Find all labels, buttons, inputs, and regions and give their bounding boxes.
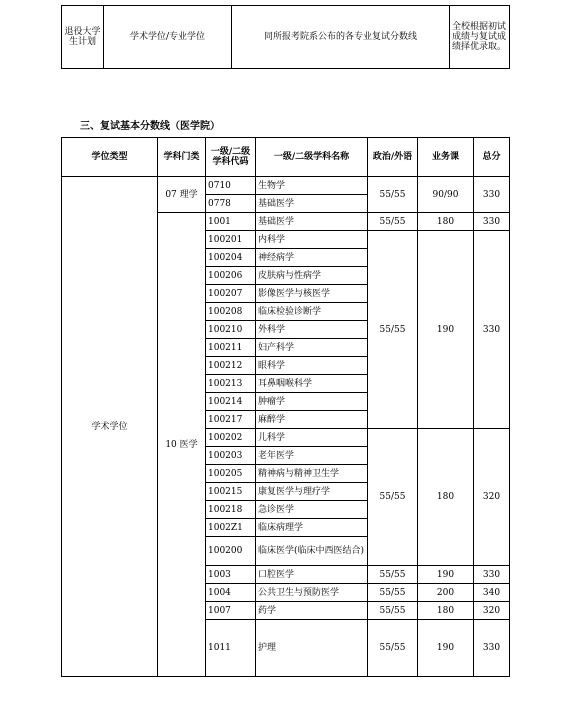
code-cell: 100202 bbox=[206, 429, 256, 447]
name-cell: 妇产科学 bbox=[256, 339, 368, 357]
politics-cell: 55/55 bbox=[368, 584, 418, 602]
politics-cell: 55/55 bbox=[368, 602, 418, 620]
code-cell: 100204 bbox=[206, 249, 256, 267]
name-cell: 康复医学与理疗学 bbox=[256, 483, 368, 501]
code-cell: 1004 bbox=[206, 584, 256, 602]
major-cell: 180 bbox=[418, 213, 474, 231]
major-cell: 190 bbox=[418, 620, 474, 677]
code-cell: 100208 bbox=[206, 303, 256, 321]
code-cell: 100207 bbox=[206, 285, 256, 303]
major-cell: 190 bbox=[418, 231, 474, 429]
header-row bbox=[62, 138, 510, 177]
table-row bbox=[62, 6, 510, 69]
politics-cell: 55/55 bbox=[368, 231, 418, 429]
retest-score-table bbox=[61, 137, 510, 677]
header-politics: 政治/外语 bbox=[368, 138, 418, 177]
code-cell: 1011 bbox=[206, 620, 256, 677]
total-cell: 330 bbox=[474, 620, 510, 677]
code-cell: 100217 bbox=[206, 411, 256, 429]
header-discipline: 学科门类 bbox=[158, 138, 206, 177]
header-degree-type: 学位类型 bbox=[62, 138, 158, 177]
code-cell: 100200 bbox=[206, 537, 256, 566]
code-cell: 100212 bbox=[206, 357, 256, 375]
name-cell: 口腔医学 bbox=[256, 566, 368, 584]
plan-rule-cell: 同所报考院系公布的各专业复试分数线 bbox=[232, 6, 450, 69]
discipline-medicine-cell: 10 医学 bbox=[158, 213, 206, 677]
code-cell: 100206 bbox=[206, 267, 256, 285]
name-cell: 临床医学(临床中西医结合) bbox=[256, 537, 368, 566]
code-cell: 0778 bbox=[206, 195, 256, 213]
code-cell: 1003 bbox=[206, 566, 256, 584]
plan-note-cell: 全校根据初试成绩与复试成绩择优录取。 bbox=[450, 6, 510, 69]
name-cell: 皮肤病与性病学 bbox=[256, 267, 368, 285]
code-cell: 100210 bbox=[206, 321, 256, 339]
code-cell: 0710 bbox=[206, 177, 256, 195]
total-cell: 330 bbox=[474, 213, 510, 231]
header-name: 一级/二级学科名称 bbox=[256, 138, 368, 177]
plan-category-cell: 退役大学生计划 bbox=[62, 6, 104, 69]
code-cell: 1002Z1 bbox=[206, 519, 256, 537]
name-cell: 内科学 bbox=[256, 231, 368, 249]
discipline-science-cell: 07 理学 bbox=[158, 177, 206, 213]
name-cell: 儿科学 bbox=[256, 429, 368, 447]
code-cell: 100218 bbox=[206, 501, 256, 519]
total-cell: 340 bbox=[474, 584, 510, 602]
code-cell: 100213 bbox=[206, 375, 256, 393]
name-cell: 基础医学 bbox=[256, 195, 368, 213]
name-cell: 公共卫生与预防医学 bbox=[256, 584, 368, 602]
name-cell: 肿瘤学 bbox=[256, 393, 368, 411]
name-cell: 老年医学 bbox=[256, 447, 368, 465]
name-cell: 精神病与精神卫生学 bbox=[256, 465, 368, 483]
politics-cell: 55/55 bbox=[368, 177, 418, 213]
name-cell: 急诊医学 bbox=[256, 501, 368, 519]
code-cell: 100215 bbox=[206, 483, 256, 501]
header-code: 一级/二级学科代码 bbox=[206, 138, 256, 177]
section-title: 三、复试基本分数线（医学院） bbox=[80, 121, 220, 132]
total-cell: 330 bbox=[474, 231, 510, 429]
name-cell: 麻醉学 bbox=[256, 411, 368, 429]
name-cell: 基础医学 bbox=[256, 213, 368, 231]
name-cell: 神经病学 bbox=[256, 249, 368, 267]
degree-type-cell: 学术学位 bbox=[62, 177, 158, 677]
politics-cell: 55/55 bbox=[368, 213, 418, 231]
name-cell: 外科学 bbox=[256, 321, 368, 339]
politics-cell: 55/55 bbox=[368, 620, 418, 677]
name-cell: 临床检验诊断学 bbox=[256, 303, 368, 321]
code-cell: 100211 bbox=[206, 339, 256, 357]
code-cell: 100214 bbox=[206, 393, 256, 411]
major-cell: 180 bbox=[418, 429, 474, 566]
name-cell: 影像医学与核医学 bbox=[256, 285, 368, 303]
total-cell: 320 bbox=[474, 602, 510, 620]
major-cell: 180 bbox=[418, 602, 474, 620]
name-cell: 耳鼻咽喉科学 bbox=[256, 375, 368, 393]
code-cell: 100203 bbox=[206, 447, 256, 465]
major-cell: 190 bbox=[418, 566, 474, 584]
code-cell: 1001 bbox=[206, 213, 256, 231]
name-cell: 临床病理学 bbox=[256, 519, 368, 537]
header-major: 业务课 bbox=[418, 138, 474, 177]
name-cell: 眼科学 bbox=[256, 357, 368, 375]
politics-cell: 55/55 bbox=[368, 429, 418, 566]
politics-cell: 55/55 bbox=[368, 566, 418, 584]
total-cell: 320 bbox=[474, 429, 510, 566]
total-cell: 330 bbox=[474, 177, 510, 213]
retired-student-plan-table bbox=[61, 5, 510, 69]
code-cell: 1007 bbox=[206, 602, 256, 620]
name-cell: 生物学 bbox=[256, 177, 368, 195]
name-cell: 药学 bbox=[256, 602, 368, 620]
major-cell: 200 bbox=[418, 584, 474, 602]
name-cell: 护理 bbox=[256, 620, 368, 677]
code-cell: 100201 bbox=[206, 231, 256, 249]
plan-type-cell: 学术学位/专业学位 bbox=[104, 6, 232, 69]
total-cell: 330 bbox=[474, 566, 510, 584]
table-row bbox=[62, 177, 510, 195]
code-cell: 100205 bbox=[206, 465, 256, 483]
major-cell: 90/90 bbox=[418, 177, 474, 213]
header-total: 总分 bbox=[474, 138, 510, 177]
